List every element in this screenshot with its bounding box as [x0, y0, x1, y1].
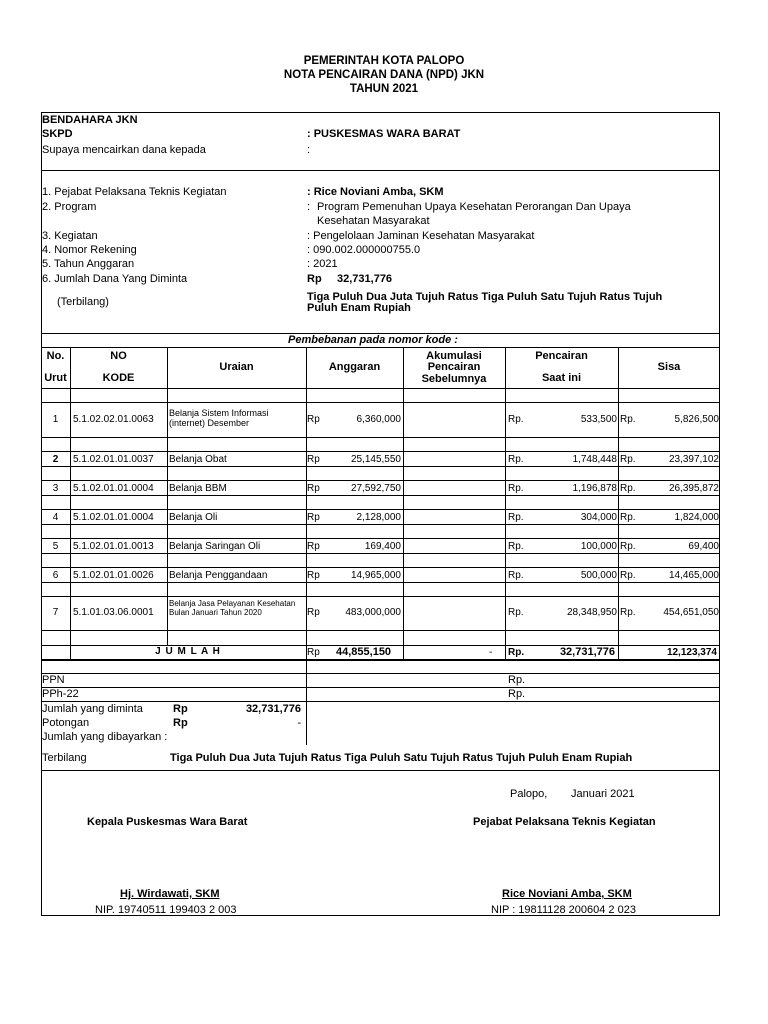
cell-kode: 5.1.01.03.06.0001 [73, 607, 154, 618]
total-akum: - [489, 647, 493, 658]
pph-rp: Rp. [508, 688, 526, 700]
row-line [41, 630, 720, 631]
doc-year: TAHUN 2021 [349, 83, 419, 95]
cell-pencairan: 1,196,878 [572, 483, 617, 494]
dibayarkan-label: Jumlah yang dibayarkan : [42, 731, 168, 743]
potongan-label: Potongan [42, 717, 90, 729]
col-akum-3: Sebelumnya [421, 373, 487, 385]
cell-rp3: Rp. [620, 454, 636, 465]
cell-anggaran: 169,400 [364, 541, 401, 552]
cell-anggaran: 25,145,550 [350, 454, 401, 465]
right-sign-title: Pejabat Pelaksana Teknis Kegiatan [473, 816, 656, 828]
cell-anggaran: 483,000,000 [345, 607, 401, 618]
cell-sisa: 23,397,102 [668, 454, 719, 465]
cell-no: 6 [52, 570, 59, 581]
cell-uraian: Belanja Oli [169, 512, 218, 523]
right-sign-nip: NIP : 19811128 200604 2 023 [491, 904, 636, 916]
cell-kode: 5.1.02.01.01.0004 [73, 512, 154, 523]
left-sign-name: Hj. Wirdawati, SKM [120, 888, 220, 900]
col-kode-2: KODE [102, 372, 135, 384]
jumlah-dana-label: 6. Jumlah Dana Yang Diminta [42, 273, 188, 285]
row-line [41, 495, 720, 496]
program-label: 2. Program [42, 201, 97, 213]
skpd-value: : PUSKESMAS WARA BARAT [307, 128, 461, 140]
potongan-value: - [297, 717, 301, 729]
row-line [41, 388, 720, 389]
row-line [41, 437, 720, 438]
row-line [41, 582, 720, 583]
row-line [41, 687, 720, 688]
cell-rp3: Rp. [620, 512, 636, 523]
cell-sisa: 5,826,500 [674, 414, 719, 425]
col-line [70, 347, 71, 659]
col-pencairan-1: Pencairan [535, 350, 588, 362]
cell-rp2: Rp. [508, 414, 524, 425]
row-line [41, 509, 720, 510]
row-line [41, 596, 720, 597]
cell-rp2: Rp. [508, 607, 524, 618]
cell-rp2: Rp. [508, 454, 524, 465]
total-rp: Rp [307, 647, 320, 658]
row-line [41, 524, 720, 525]
cell-rp2: Rp. [508, 512, 524, 523]
summary-terbilang-label: Terbilang [42, 752, 87, 764]
cell-rp2: Rp. [508, 483, 524, 494]
left-sign-nip: NIP. 19740511 199403 2 003 [95, 904, 237, 916]
cell-pencairan: 1,748,448 [572, 454, 617, 465]
col-akum-1: Akumulasi [426, 350, 482, 362]
rekening-label: 4. Nomor Rekening [42, 244, 137, 256]
bendahara-label: BENDAHARA JKN [42, 114, 138, 126]
cell-pencairan: 28,348,950 [566, 607, 617, 618]
cell-anggaran: 14,965,000 [350, 570, 401, 581]
row-line [41, 553, 720, 554]
cell-rp: Rp [307, 483, 320, 494]
col-no-2: Urut [44, 372, 67, 384]
total-pencairan: 32,731,776 [559, 646, 615, 658]
cell-uraian: Belanja Jasa Pelayanan Kesehatan Bulan Januari Tahun 2020 [169, 599, 296, 617]
divider [41, 770, 720, 771]
col-sisa: Sisa [657, 361, 681, 373]
cell-rp: Rp [307, 570, 320, 581]
cell-uraian: Belanja BBM [169, 483, 227, 494]
cell-rp3: Rp. [620, 483, 636, 494]
skpd-label: SKPD [42, 128, 73, 140]
supaya-value: : [307, 144, 311, 156]
row-line [41, 567, 720, 568]
cell-rp2: Rp. [508, 541, 524, 552]
cell-rp: Rp [307, 512, 320, 523]
right-sign-name: Rice Noviani Amba, SKM [502, 888, 632, 900]
cell-anggaran: 2,128,000 [356, 512, 401, 523]
ppn-rp: Rp. [508, 674, 526, 686]
col-line [167, 347, 168, 645]
diminta-value: 32,731,776 [245, 703, 301, 715]
diminta-rp: Rp [173, 703, 188, 715]
cell-kode: 5.1.02.01.01.0013 [73, 541, 154, 552]
cell-pencairan: 500,000 [580, 570, 617, 581]
cell-rp: Rp [307, 541, 320, 552]
col-akum-2: Pencairan [427, 361, 481, 373]
cell-kode: 5.1.02.01.01.0037 [73, 454, 154, 465]
row-line [41, 466, 720, 467]
terbilang-value-2: Puluh Enam Rupiah [307, 302, 411, 314]
terbilang-value-1: Tiga Puluh Dua Juta Tujuh Ratus Tiga Puluh Satu Tujuh Ratus Tujuh [307, 291, 663, 303]
pph-label: PPh-22 [42, 688, 79, 700]
row-line [41, 701, 720, 702]
cell-no: 5 [52, 541, 59, 552]
cell-sisa: 26,395,872 [668, 483, 719, 494]
cell-uraian: Belanja Penggandaan [169, 570, 268, 581]
tahun-value: : 2021 [307, 258, 338, 270]
supaya-label: Supaya mencairkan dana kepada [42, 144, 206, 156]
cell-rp3: Rp. [620, 607, 636, 618]
cell-uraian: Belanja Saringan Oli [169, 541, 261, 552]
program-value-2: Kesehatan Masyarakat [317, 215, 430, 227]
cell-rp2: Rp. [508, 570, 524, 581]
cell-no: 3 [52, 483, 59, 494]
kegiatan-label: 3. Kegiatan [42, 230, 98, 242]
cell-no: 2 [52, 454, 59, 465]
cell-uraian: Belanja Obat [169, 454, 227, 465]
cell-pencairan: 304,000 [580, 512, 617, 523]
row-line [41, 538, 720, 539]
col-no-1: No. [46, 350, 65, 362]
cell-uraian: Belanja Sistem Informasi (internet) Desember [169, 408, 269, 428]
row-line [41, 402, 720, 403]
cell-rp: Rp [307, 607, 320, 618]
ppn-label: PPN [42, 674, 65, 686]
diminta-label: Jumlah yang diminta [42, 703, 143, 715]
cell-sisa: 454,651,050 [663, 607, 719, 618]
cell-sisa: 69,400 [688, 541, 719, 552]
cell-anggaran: 27,592,750 [350, 483, 401, 494]
pejabat-value: : Rice Noviani Amba, SKM [307, 186, 444, 198]
cell-no: 4 [52, 512, 59, 523]
col-line [618, 347, 619, 659]
row-line [41, 451, 720, 452]
tahun-label: 5. Tahun Anggaran [42, 258, 135, 270]
row-line [41, 673, 720, 674]
cell-kode: 5.1.02.01.01.0026 [73, 570, 154, 581]
cell-sisa: 14,465,000 [668, 570, 719, 581]
pejabat-label: 1. Pejabat Pelaksana Teknis Kegiatan [42, 186, 227, 198]
potongan-rp: Rp [173, 717, 188, 729]
summary-terbilang-value: Tiga Puluh Dua Juta Tujuh Ratus Tiga Puluh Satu Tujuh Ratus Tujuh Puluh Enam Rupiah [170, 752, 633, 764]
jumlah-dana-rp: Rp [307, 273, 322, 285]
cell-kode: 5.1.02.02.01.0063 [73, 414, 154, 425]
cell-pencairan: 100,000 [580, 541, 617, 552]
col-pencairan-2: Saat ini [541, 372, 582, 384]
col-line [505, 347, 506, 659]
col-uraian: Uraian [219, 361, 254, 373]
doc-title: NOTA PENCAIRAN DANA (NPD) JKN [283, 69, 485, 81]
cell-rp3: Rp. [620, 570, 636, 581]
gov-title: PEMERINTAH KOTA PALOPO [303, 55, 465, 67]
sign-date: Januari 2021 [571, 788, 635, 800]
program-value-1: Program Pemenuhan Upaya Kesehatan Perorangan Dan Upaya [317, 201, 631, 213]
sign-place: Palopo, [510, 788, 548, 800]
cell-sisa: 1,824,000 [674, 512, 719, 523]
total-label: J U M L A H [155, 646, 221, 657]
jumlah-dana-value: 32,731,776 [337, 273, 393, 285]
col-kode-1: NO [110, 350, 127, 362]
row-line [41, 659, 720, 661]
program-colon: : [307, 201, 311, 213]
cell-rp3: Rp. [620, 541, 636, 552]
left-sign-title: Kepala Puskesmas Wara Barat [87, 816, 248, 828]
cell-pencairan: 533,500 [580, 414, 617, 425]
col-line [403, 347, 404, 659]
col-anggaran: Anggaran [328, 361, 381, 373]
cell-rp: Rp [307, 454, 320, 465]
divider [41, 170, 720, 171]
row-line [41, 480, 720, 481]
cell-no: 7 [52, 607, 59, 618]
cell-rp3: Rp. [620, 414, 636, 425]
cell-kode: 5.1.02.01.01.0004 [73, 483, 154, 494]
total-anggaran: 44,855,150 [336, 646, 392, 658]
terbilang-label: (Terbilang) [57, 296, 109, 308]
total-rp2: Rp. [508, 647, 525, 658]
table-caption: Pembebanan pada nomor kode : [288, 334, 458, 346]
rekening-value: : 090.002.000000755.0 [307, 244, 421, 256]
cell-anggaran: 6,360,000 [356, 414, 401, 425]
total-sisa: 12,123,374 [666, 647, 717, 658]
cell-no: 1 [52, 414, 59, 425]
kegiatan-value: : Pengelolaan Jaminan Kesehatan Masyarakat [307, 230, 535, 242]
cell-rp: Rp [307, 414, 320, 425]
